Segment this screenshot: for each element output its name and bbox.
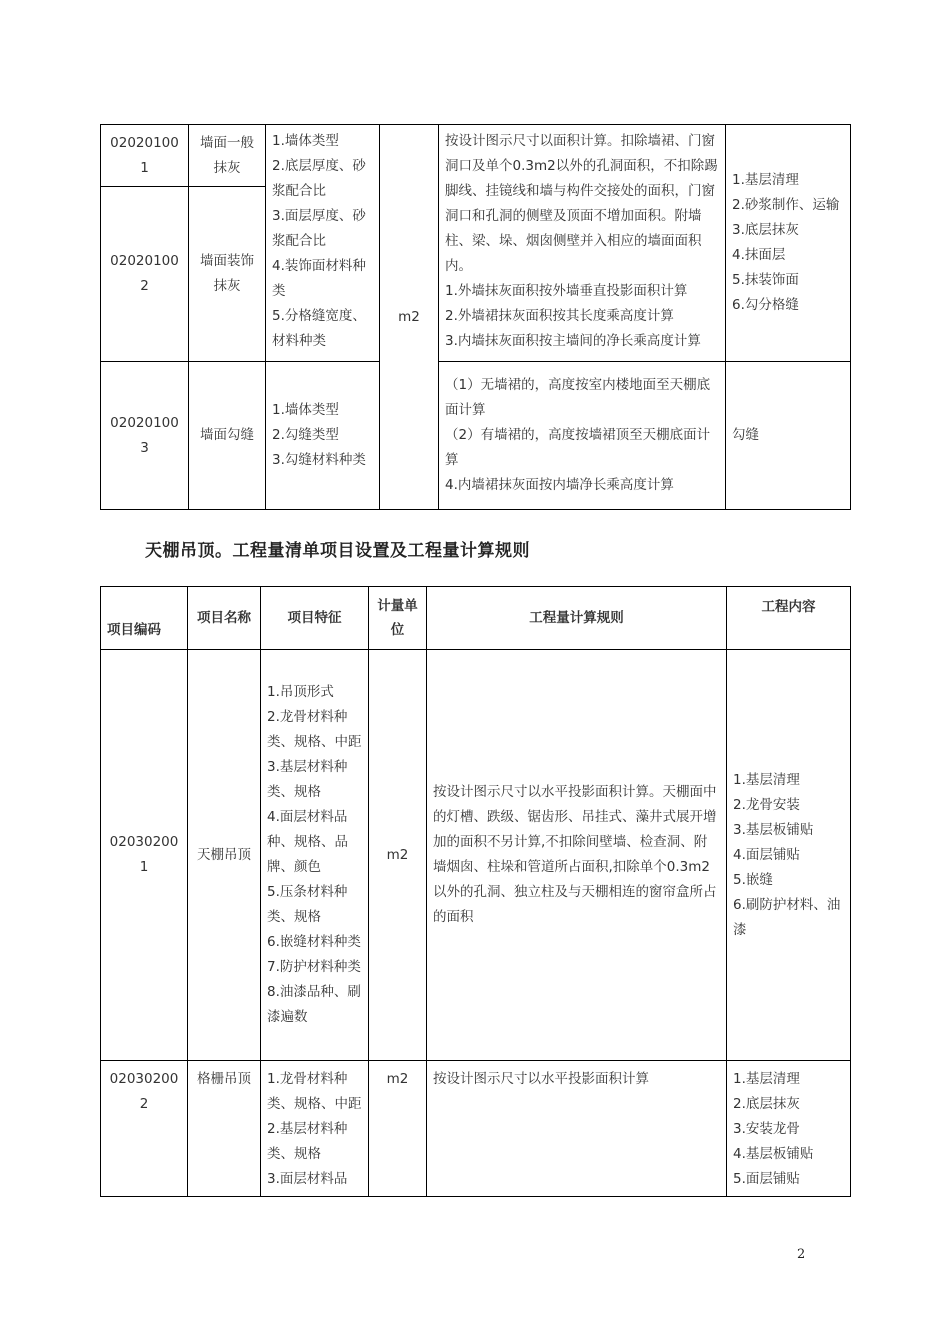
rule-cell bbox=[439, 362, 726, 510]
rule-cell bbox=[439, 125, 726, 362]
unit-cell: m2 bbox=[369, 650, 427, 1061]
feature-line: 7.防护材料种类 bbox=[267, 959, 361, 975]
work-line: 4.抹面层 bbox=[732, 247, 786, 263]
item-code: 020201002 bbox=[101, 187, 189, 362]
feature-line: 6.嵌缝材料种类 bbox=[267, 934, 361, 950]
feature-line: 4.装饰面材料种类 bbox=[272, 258, 366, 299]
feature-line: 1.墙体类型 bbox=[272, 133, 339, 149]
feature-line: 3.面层厚度、砂浆配合比 bbox=[272, 208, 366, 249]
work-line: 3.安装龙骨 bbox=[733, 1121, 800, 1137]
item-features-cell bbox=[261, 1061, 369, 1197]
work-line: 1.基层清理 bbox=[732, 172, 799, 188]
item-name: 墙面一般抹灰 bbox=[189, 125, 266, 187]
header-work: 工程内容 bbox=[727, 587, 851, 650]
work-line: 5.面层铺贴 bbox=[733, 1171, 800, 1187]
work-cell: 勾缝 bbox=[726, 362, 851, 510]
ceiling-table bbox=[100, 586, 851, 1197]
rule-line: 1.外墙抹灰面积按外墙垂直投影面积计算 bbox=[445, 283, 688, 299]
rule-line: 4.内墙裙抹灰面按内墙净长乘高度计算 bbox=[445, 477, 674, 493]
work-cell bbox=[726, 125, 851, 362]
work-line: 4.面层铺贴 bbox=[733, 846, 800, 863]
rule-line: 按设计图示尺寸以面积计算。扣除墙裙、门窗洞口及单个0.3m2以外的孔洞面积，不扣除踢脚线、挂镜线和墙与构件交接处的面积，门窗洞口和孔洞的侧壁及顶面不增加面积。附墙柱、梁、垛、烟囱侧壁并入相应的墙面面积内。 bbox=[445, 133, 718, 274]
item-code: 020302002 bbox=[101, 1061, 188, 1197]
feature-line: 1.墙体类型 bbox=[272, 402, 339, 418]
feature-line: 2.勾缝类型 bbox=[272, 427, 339, 443]
item-name: 格栅吊顶 bbox=[188, 1061, 261, 1197]
feature-line: 8.油漆品种、刷漆遍数 bbox=[267, 984, 361, 1025]
work-line: 3.基层板铺贴 bbox=[733, 821, 814, 838]
section-title: 天棚吊顶。工程量清单项目设置及工程量计算规则 bbox=[145, 541, 530, 561]
feature-line: 2.基层材料种类、规格 bbox=[267, 1121, 348, 1162]
header-rule: 工程量计算规则 bbox=[427, 587, 727, 650]
rule-line: （2）有墙裙的，高度按墙裙顶至天棚底面计算 bbox=[445, 427, 711, 468]
header-unit: 计量单位 bbox=[369, 587, 427, 650]
item-features-cell bbox=[261, 650, 369, 1061]
wall-plaster-table bbox=[100, 124, 851, 510]
feature-line: 4.面层材料品种、规格、品牌、颜色 bbox=[267, 809, 348, 875]
work-cell bbox=[727, 1061, 851, 1197]
unit-cell: m2 bbox=[380, 125, 439, 510]
feature-line: 1.吊顶形式 bbox=[267, 684, 334, 700]
feature-line: 2.底层厚度、砂浆配合比 bbox=[272, 158, 366, 199]
feature-line: 5.分格缝宽度、材料种类 bbox=[272, 308, 366, 349]
unit-cell: m2 bbox=[369, 1061, 427, 1197]
work-line: 5.嵌缝 bbox=[733, 871, 773, 888]
feature-line: 3.面层材料品 bbox=[267, 1171, 348, 1187]
work-line: 2.砂浆制作、运输 bbox=[732, 197, 840, 213]
work-line: 2.底层抹灰 bbox=[733, 1096, 800, 1112]
work-line: 5.抹装饰面 bbox=[732, 272, 799, 288]
work-line: 6.刷防护材料、油漆 bbox=[733, 896, 841, 938]
rule-line: 3.内墙抹灰面积按主墙间的净长乘高度计算 bbox=[445, 333, 701, 349]
item-features-cell bbox=[266, 125, 380, 362]
item-name: 天棚吊顶 bbox=[188, 650, 261, 1061]
item-name: 墙面勾缝 bbox=[189, 362, 266, 510]
item-code: 020201003 bbox=[101, 362, 189, 510]
work-line: 2.龙骨安装 bbox=[733, 796, 800, 813]
rule-line: 2.外墙裙抹灰面积按其长度乘高度计算 bbox=[445, 308, 674, 324]
feature-line: 3.基层材料种类、规格 bbox=[267, 759, 348, 800]
page-number: 2 bbox=[797, 1247, 806, 1262]
header-code: 项目编码 bbox=[101, 587, 188, 650]
work-line: 6.勾分格缝 bbox=[732, 297, 799, 313]
work-line: 1.基层清理 bbox=[733, 1071, 800, 1087]
item-code: 020201001 bbox=[101, 125, 189, 187]
work-line: 1.基层清理 bbox=[733, 771, 800, 788]
work-line: 4.基层板铺贴 bbox=[733, 1146, 814, 1162]
item-features-cell bbox=[266, 362, 380, 510]
item-name: 墙面装饰抹灰 bbox=[189, 187, 266, 362]
rule-cell: 按设计图示尺寸以水平投影面积计算。天棚面中的灯槽、跌级、锯齿形、吊挂式、藻井式展开增加的面积不另计算,不扣除间壁墙、检查洞、附墙烟囱、柱垛和管道所占面积,扣除单个0.3m2以外的孔洞、独立柱及与天棚相连的窗帘盒所占的面积 bbox=[427, 650, 727, 1061]
feature-line: 5.压条材料种类、规格 bbox=[267, 884, 348, 925]
work-cell bbox=[727, 650, 851, 1061]
work-line: 3.底层抹灰 bbox=[732, 222, 799, 238]
rule-cell: 按设计图示尺寸以水平投影面积计算 bbox=[427, 1061, 727, 1197]
feature-line: 1.龙骨材料种类、规格、中距 bbox=[267, 1071, 362, 1112]
rule-line: （1）无墙裙的，高度按室内楼地面至天棚底面计算 bbox=[445, 377, 711, 418]
header-features: 项目特征 bbox=[261, 587, 369, 650]
item-code: 020302001 bbox=[101, 650, 188, 1061]
feature-line: 2.龙骨材料种类、规格、中距 bbox=[267, 709, 362, 750]
feature-line: 3.勾缝材料种类 bbox=[272, 452, 366, 468]
header-name: 项目名称 bbox=[188, 587, 261, 650]
